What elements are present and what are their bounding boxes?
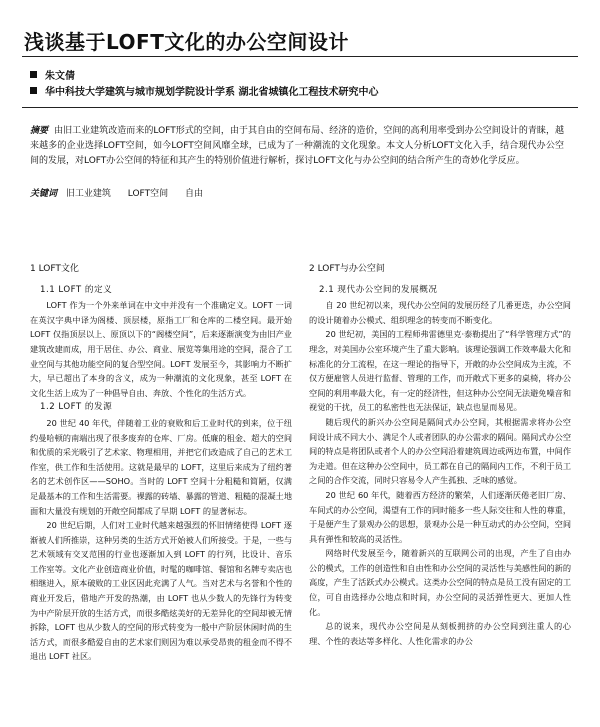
body-paragraph: 20 世纪 40 年代，伴随着工业的衰败和后工业时代的到来，位于纽约曼哈顿的南端出现了很多废弃的仓库、厂房。低廉的租金、超大的空间和优质的采光吸引了艺术家、物理相用，并把它们改造成了自己的艺术工作室，供工作和生活使用。这就是最早的 LOFT，这里后来成为了纽约著名的艺术创作区——SOHO。当时的 LOFT 空间十分粗糙和简陋，仅满足最基本的工作和生活需要。裸露的砖墙、暴露的管道、粗糙的混凝土地面和大量没有规划的开敞空间都成了早期 LOFT 的显著标志。: [30, 417, 293, 516]
body-paragraph: 20 世纪后期，人们对工业时代越来越强烈的怀旧情绪使得 LOFT 逐渐被人们所推崇，这种另类的生活方式开始被人们所接受。于是，一些与艺术领域有交叉范围的行业也逐渐加入到 LOFT 的行列，比设计、音乐工作室等。文化产业创造商业价值，时髦的咖啡馆、餐馆和名牌专卖店也相继进入，原本破败的工业区因此充满了人气。当对艺术与名誉和个性的商业开发后，借地产开发的热潮，由 LOFT 也从少数人的先锋行为转变为中产阶层开放的生活方式，而很多酷炫美好的无差异化的空间却被无情拆除，LOFT 也从少数人的空间的形式转变为一般中产阶层休闲时尚的生活方式，而很多酷爱自由的艺术家们则因为难以承受昂贵的租金而不得不退出 LOFT 社区。: [30, 520, 293, 662]
keyword: LOFT空间: [127, 189, 169, 199]
section-heading: 2 LOFT与办公空间: [309, 264, 385, 274]
body-paragraph: 自 20 世纪初以来，现代办公空间的发展历经了几番更迭，办公空间的设计随着办公模式、组织理念的转变而不断变化。: [309, 300, 571, 325]
section-heading: 1 LOFT文化: [30, 264, 79, 274]
subsection-heading: 1.1 LOFT 的定义: [40, 284, 113, 295]
affiliation-line: [30, 83, 378, 98]
right-column: [309, 262, 571, 648]
paper-title: 浅谈基于LOFT文化的办公空间设计: [24, 30, 349, 54]
keywords: [30, 186, 217, 199]
affiliation: 华中科技大学建筑与城市规划学院设计学系 湖北省城镇化工程技术研究中心: [45, 87, 379, 98]
subsection-heading: 2.1 现代办公空间的发展概况: [319, 284, 438, 295]
bullet-square-icon: [30, 71, 37, 78]
left-column: [30, 262, 292, 664]
abstract: [30, 124, 564, 170]
body-paragraph: 总的说来，现代办公空间是从刻板拥挤的办公空间到注重人的心理、个性的表达等多样化、人性化需求的办公: [309, 621, 571, 646]
bullet-square-icon: [30, 87, 37, 94]
abstract-text: 由旧工业建筑改造而来的LOFT形式的空间，由于其自由的空间布局、经济的造价，空间的高利用率受到办公空间设计的青睐，越来越多的企业选择LOFT空间，如今LOFT空间风靡全球，已成为了一种潮流的文化现象。本文人分析LOFT文化入手，结合现代办公空间的发展，对LOFT办公空间的特征和其产生的特别价值进行解析，探讨LOFT文化与办公空间的结合所产生的奇妙化学反应。: [30, 126, 564, 167]
keyword: 旧工业建筑: [65, 189, 111, 199]
title-rule: [22, 56, 578, 57]
header-rule: [22, 107, 578, 108]
subsection-heading: 1.2 LOFT 的发源: [40, 402, 113, 413]
author: 朱文倩: [45, 71, 75, 82]
body-paragraph: 20 世纪 60 年代，随着西方经济的繁荣，人们逐渐厌倦老旧厂房、车间式的办公空间，渴望有工作的同时能多一些人际交往和人性的尊重，于是便产生了景观办公的思想，景观办公是一种互动式的办公空间，空间具有弹性和较高的灵活性。: [309, 489, 572, 544]
body-paragraph: 随后现代的新兴办公空间是隔间式办公空间，其根据需求将办公空间设计成不同大小、满足个人或者团队的办公需求的隔间。隔间式办公空间的特点是将团队或者个人的办公空间沿着建筑周边或两边布置，中间作为走道。但在这种办公空间中，员工都在自己的隔间内工作，不利于员工之间的合作交流，同时只容易令人产生孤独、乏味的感觉。: [309, 416, 572, 486]
keywords-label: 关键词: [30, 189, 58, 199]
body-paragraph: 20 世纪初，美国的工程师弗雷德里克·泰勒提出了“科学管理方式”的理念，对美国办公室环境产生了重大影响。该理论强调工作效率最大化和标准化的分工流程，在这一理论的指导下，开敞的办公空间成为主流，不仅方便雇管人员进行监督、管理的工作，而开敞式下更多的桌椅，将办公空间的利用率最大化，有一定的经济性，但这种办公空间无法避免噪音和视觉的干扰，员工的私密性也无法保证，缺点也显而易见。: [309, 329, 572, 413]
abstract-label: 摘要: [30, 126, 49, 136]
author-line: [30, 67, 75, 82]
keyword: 自由: [184, 189, 203, 199]
body-paragraph: 网络时代发展至今，随着新兴的互联网公司的出现，产生了自由办公的模式，工作的创造性和自由性和办公空间的灵活性与美感性间的新的高度，产生了活跃式办公模式。这类办公空间的特点是员工没有固定的工位，可自由选择办公地点和时间，办公空间的灵活弹性更大、更加人性化。: [309, 548, 572, 617]
body-paragraph: LOFT 作为一个外来单词在中文中并没有一个准确定义。LOFT 一词在英汉字典中译为阁楼、顶层楼，原指工厂和仓库的二楼空间。最开始 LOFT 仅指顶层以上、原顶以下的“阁楼空间”，后来逐渐演变为由旧产业建筑改建而成，用于居住、办公、商业、展览等集用途的空间，混合了工业空间与其他功能空间的复合型空间。LOFT 发展至今，其影响力不断扩大，早已超出了本身的含义，成为一种潮流的文化现象，甚至 LOFT 在文化生活上成为了一种倡导自由、奔放、个性化的生活方式。: [30, 300, 293, 398]
